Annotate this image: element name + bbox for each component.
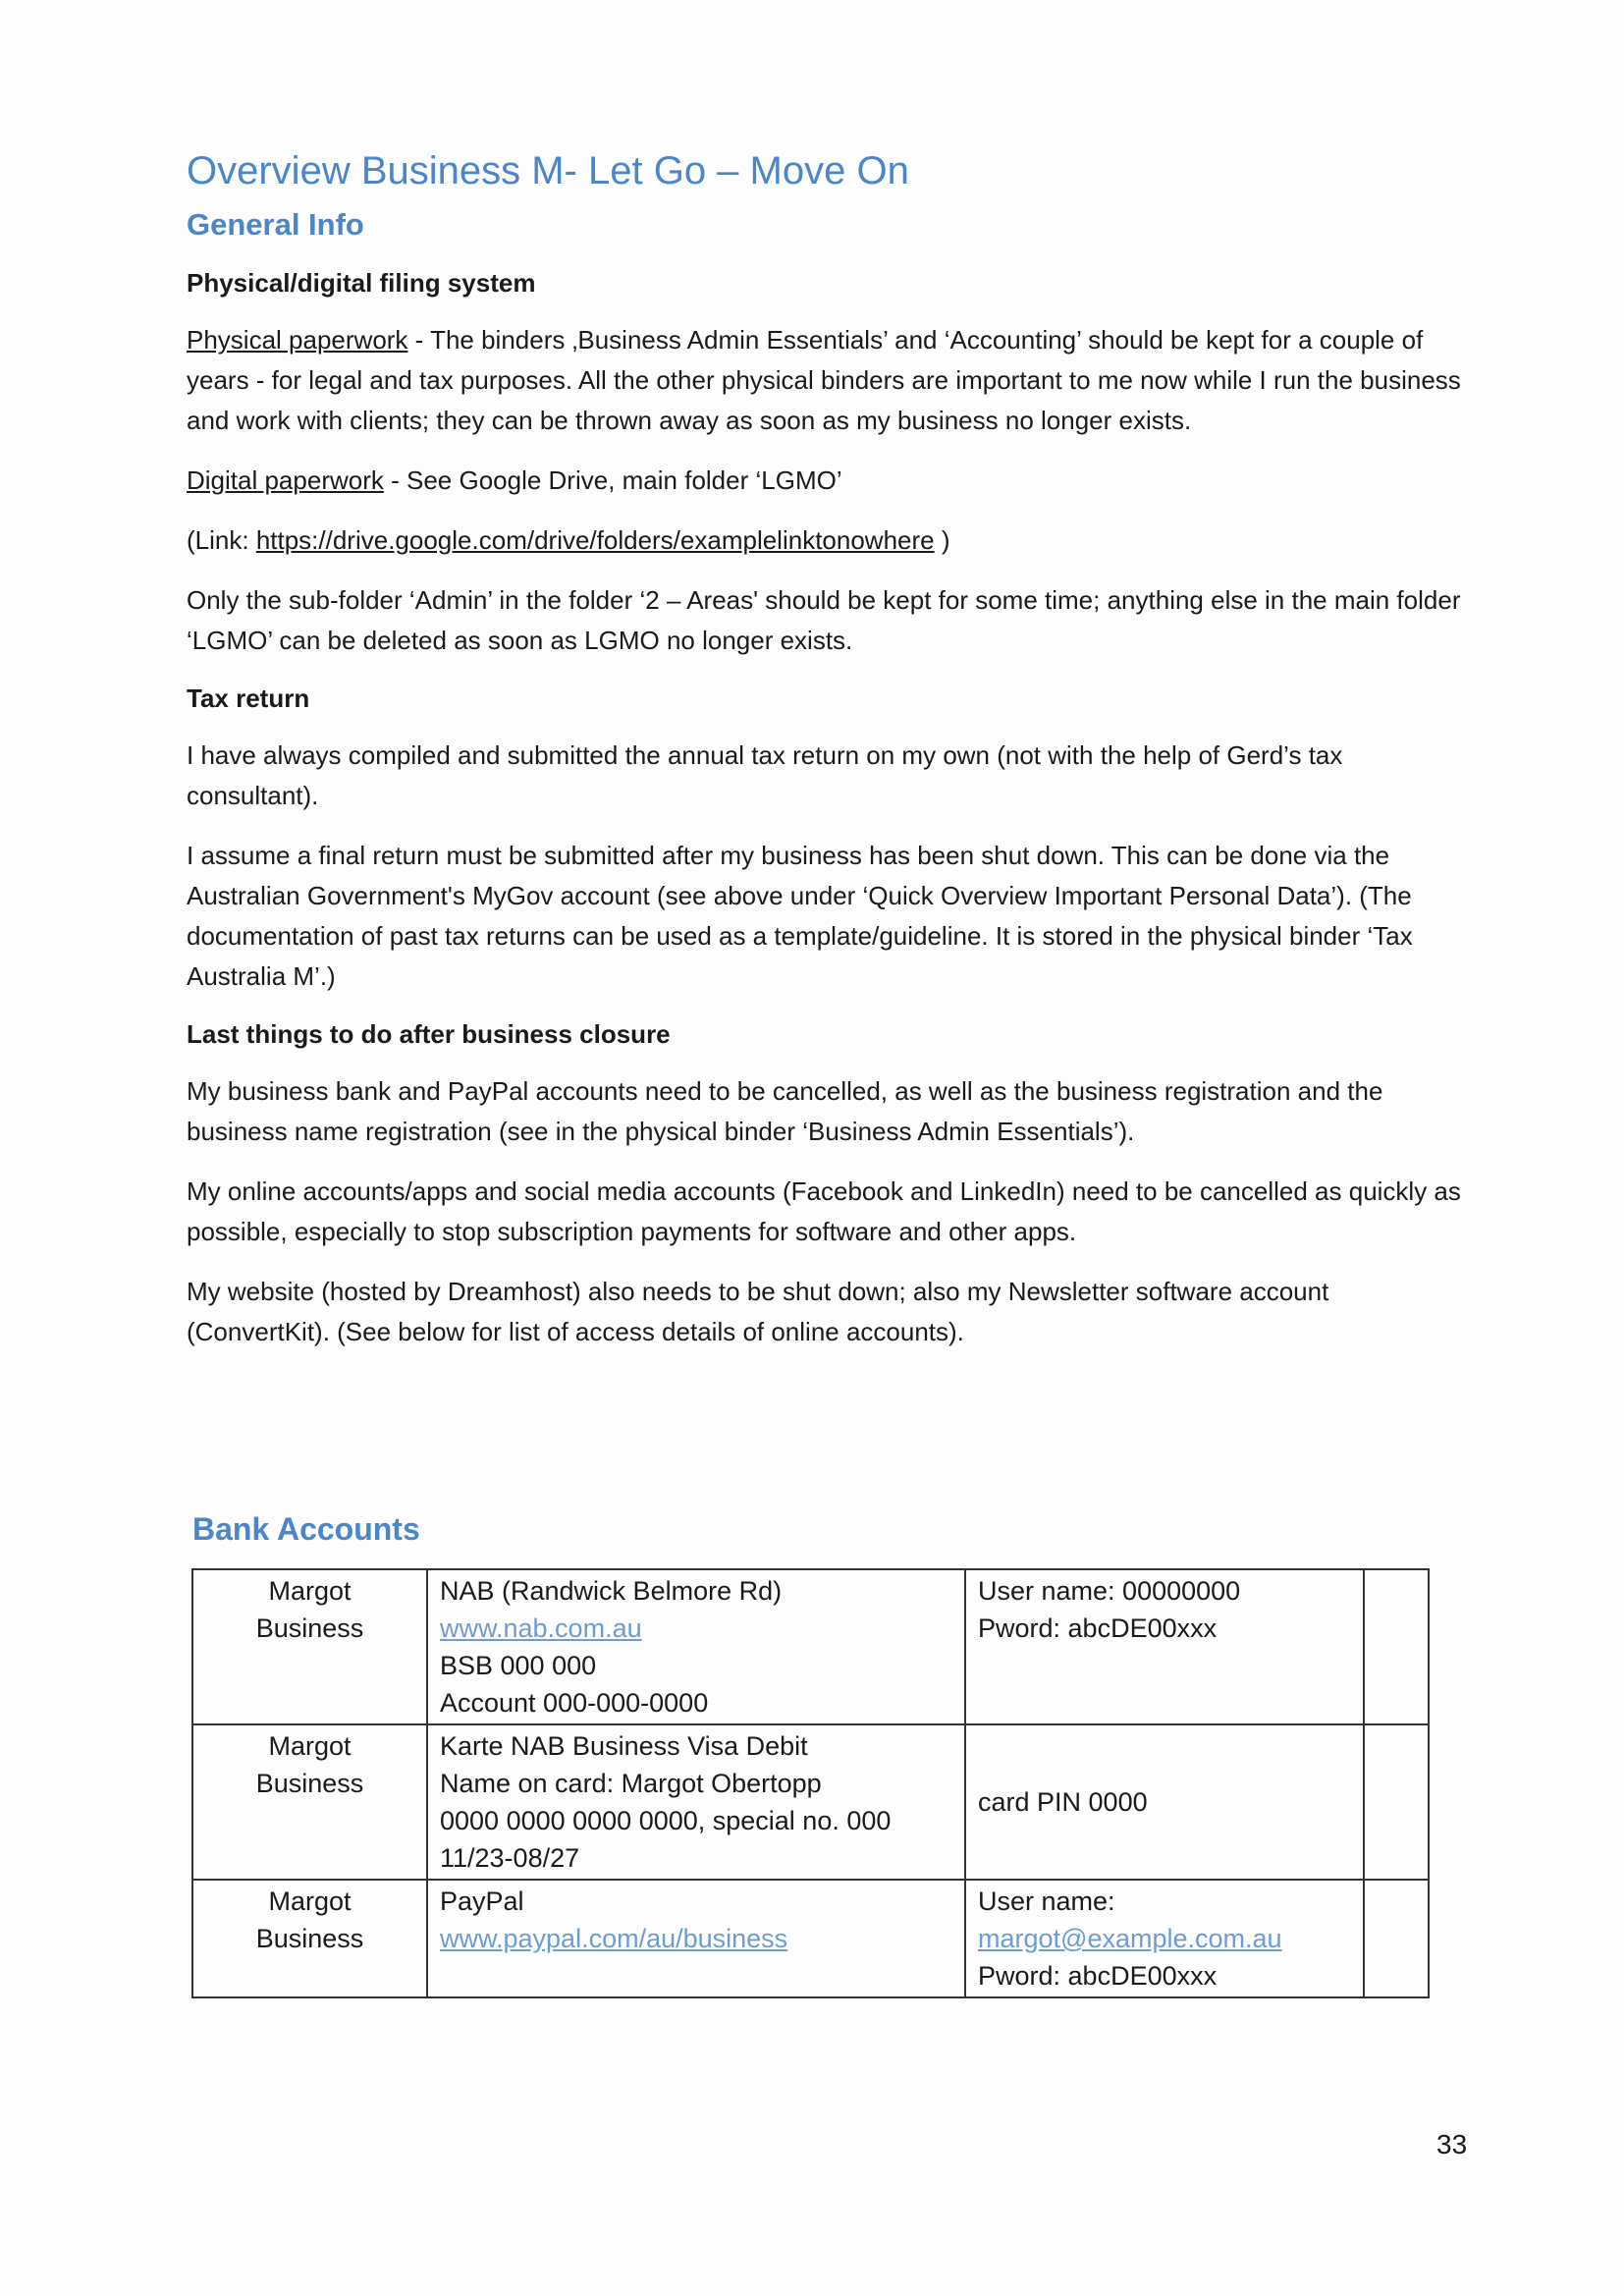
- paypal-link[interactable]: www.paypal.com/au/business: [440, 1924, 788, 1953]
- email-link[interactable]: margot@example.com.au: [978, 1924, 1282, 1953]
- account-detail: Name on card: Margot Obertopp: [440, 1769, 822, 1798]
- owner-line: Business: [255, 1769, 364, 1798]
- closure-paragraph-1: My business bank and PayPal accounts need to be cancelled, as well as the business registration and the business name registration (see in the physical binder ‘Business Admin Essentials’).: [187, 1076, 1383, 1146]
- owner-cell: [192, 1569, 427, 1724]
- page-title: Overview Business M- Let Go – Move On: [187, 149, 909, 192]
- tax-paragraph-2: I assume a final return must be submitted after my business has been shut down. This can be done via the Australian Government's MyGov account (see above under ‘Quick Overview Important Personal Data’). (The documentation of past tax returns can be used as a template/guideline. It is stored in the physical binder ‘Tax Australia M’.): [187, 841, 1413, 991]
- account-detail: 11/23-08/27: [440, 1843, 580, 1873]
- page-content: [187, 145, 1463, 1352]
- account-name: PayPal: [440, 1886, 524, 1916]
- table-row: [192, 1569, 1429, 1724]
- owner-line: Margot: [268, 1886, 352, 1916]
- credentials-cell: [965, 1569, 1364, 1724]
- owner-line: Margot: [268, 1576, 352, 1606]
- empty-cell: [1364, 1880, 1429, 1997]
- owner-line: Business: [255, 1924, 364, 1953]
- closure-paragraph-3: My website (hosted by Dreamhost) also needs to be shut down; also my Newsletter software account (ConvertKit). (See below for list of access details of online accounts).: [187, 1277, 1329, 1346]
- owner-line: Margot: [268, 1731, 352, 1761]
- account-detail: BSB 000 000: [440, 1651, 597, 1680]
- physical-paperwork-label: Physical paperwork: [187, 325, 408, 355]
- empty-cell: [1364, 1724, 1429, 1880]
- tax-paragraph-1: I have always compiled and submitted the annual tax return on my own (not with the help of Gerd’s tax consultant).: [187, 740, 1343, 810]
- account-cell: [427, 1569, 965, 1724]
- account-cell: [427, 1724, 965, 1880]
- filing-heading: Physical/digital filing system: [187, 268, 536, 298]
- physical-paperwork-text: - The binders ‚Business Admin Essentials’ and ‘Accounting’ should be kept for a couple of years - for legal and tax purposes. All the other physical binders are important to me now while I run the business and work with clients; they can be thrown away as soon as my business no longer exists.: [187, 325, 1461, 435]
- digital-paperwork-text: - See Google Drive, main folder ‘LGMO’: [383, 465, 842, 495]
- tax-heading: Tax return: [187, 683, 310, 713]
- account-detail: 0000 0000 0000 0000, special no. 000: [440, 1806, 892, 1835]
- bank-accounts-table: [191, 1568, 1430, 1998]
- drive-link-paragraph: [187, 520, 1463, 561]
- nab-link[interactable]: www.nab.com.au: [440, 1613, 642, 1643]
- closure-paragraph-2: My online accounts/apps and social media accounts (Facebook and LinkedIn) need to be cancelled as quickly as possible, especially to stop subscription payments for software and other apps.: [187, 1176, 1461, 1246]
- section-subtitle: General Info: [187, 207, 364, 242]
- owner-cell: [192, 1724, 427, 1880]
- link-suffix: ): [934, 525, 950, 555]
- credentials-cell: [965, 1724, 1364, 1880]
- credential-line: Pword: abcDE00xxx: [978, 1961, 1218, 1991]
- credential-line: card PIN 0000: [978, 1787, 1148, 1817]
- account-detail: Account 000-000-0000: [440, 1688, 709, 1718]
- page-number: 33: [1436, 2129, 1468, 2159]
- digital-paperwork-label: Digital paperwork: [187, 465, 384, 495]
- table-row: [192, 1880, 1429, 1997]
- physical-paperwork-paragraph: [187, 320, 1463, 441]
- bank-accounts-title: Bank Accounts: [192, 1511, 420, 1547]
- subfolder-paragraph: Only the sub-folder ‘Admin’ in the folder ‘2 – Areas' should be kept for some time; anything else in the main folder ‘LGMO’ can be deleted as soon as LGMO no longer exists.: [187, 585, 1461, 655]
- owner-cell: [192, 1880, 427, 1997]
- link-prefix: (Link:: [187, 525, 256, 555]
- credentials-cell: [965, 1880, 1364, 1997]
- credential-line: Pword: abcDE00xxx: [978, 1613, 1218, 1643]
- table-row: [192, 1724, 1429, 1880]
- drive-link[interactable]: https://drive.google.com/drive/folders/examplelinktonowhere: [255, 525, 935, 555]
- digital-paperwork-paragraph: [187, 461, 1463, 501]
- empty-cell: [1364, 1569, 1429, 1724]
- account-cell: [427, 1880, 965, 1997]
- account-name: NAB (Randwick Belmore Rd): [440, 1576, 783, 1606]
- closure-heading: Last things to do after business closure: [187, 1019, 671, 1049]
- owner-line: Business: [255, 1613, 364, 1643]
- account-name: Karte NAB Business Visa Debit: [440, 1731, 808, 1761]
- credential-line: User name: 00000000: [978, 1576, 1241, 1606]
- credential-line: User name:: [978, 1886, 1115, 1916]
